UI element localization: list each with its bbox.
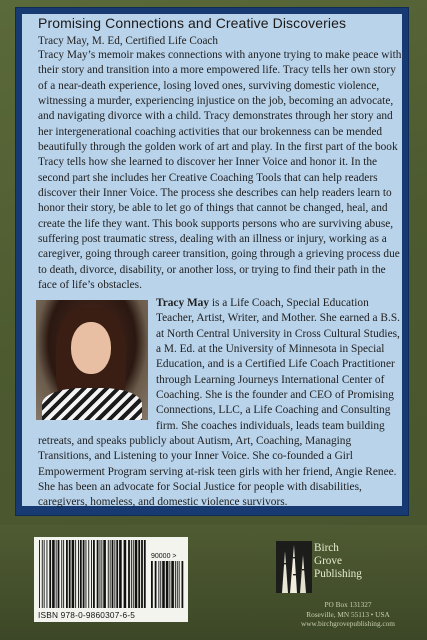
barcode-bar <box>169 561 170 608</box>
barcode-bar <box>100 540 101 608</box>
barcode-bar <box>135 540 138 608</box>
barcode-bar <box>144 540 146 608</box>
barcode-bar <box>86 540 87 608</box>
barcode-bar <box>66 540 68 608</box>
barcode-bar <box>138 540 140 608</box>
publisher-city: Roseville, MN 55113 • USA <box>306 609 390 619</box>
barcode-bar <box>128 540 130 608</box>
barcode-bar <box>151 561 153 608</box>
author-credential: Tracy May, M. Ed, Certified Life Coach <box>38 35 218 47</box>
barcode-bar <box>42 540 43 608</box>
barcode-bar <box>124 540 127 608</box>
barcode-bar <box>78 540 79 608</box>
publisher-name-line1: Birch <box>314 542 339 554</box>
barcode-bar <box>63 540 64 608</box>
publisher-name-line2: Grove <box>314 555 342 567</box>
barcode-bar <box>108 540 109 608</box>
barcode-bar <box>155 561 157 608</box>
barcode-bar <box>158 561 159 608</box>
barcode-bar <box>97 540 99 608</box>
barcode-bar <box>177 561 178 608</box>
barcode-bar <box>110 540 111 608</box>
barcode-bar <box>101 540 102 608</box>
barcode-bar <box>52 540 55 608</box>
barcode-bar <box>171 561 174 608</box>
publisher-name <box>314 542 384 581</box>
barcode-bar <box>103 540 106 608</box>
barcode-bar <box>112 540 114 608</box>
publisher-address <box>298 600 398 629</box>
barcode-bar <box>116 540 118 608</box>
barcode-bar <box>160 561 161 608</box>
publisher-name-line3: Publishing <box>314 568 362 580</box>
barcode-bar <box>47 540 48 608</box>
price-barcode <box>150 561 184 608</box>
barcode-bar <box>166 561 169 608</box>
barcode-bar <box>49 540 51 608</box>
barcode-bar <box>56 540 57 608</box>
barcode-bar <box>80 540 82 608</box>
photo-spacer <box>38 296 156 421</box>
barcode-bar <box>141 540 143 608</box>
publisher-website: www.birchgrovepublishing.com <box>301 619 395 629</box>
book-title: Promising Connections and Creative Discoveries <box>38 15 347 31</box>
author-bio <box>38 296 406 511</box>
isbn-number: ISBN 978-0-9860307-6-5 <box>38 610 136 620</box>
barcode-bar <box>91 540 92 608</box>
publisher-po-box: PO Box 131327 <box>324 600 372 609</box>
barcode-bar <box>179 561 180 608</box>
barcode-bar <box>182 561 184 608</box>
price-code: 90000 > <box>151 553 177 560</box>
barcode-bar <box>44 540 45 608</box>
author-bio-text: is a Life Coach, Special Education Teacher, Artist, Writer, and Mother. She earned a B.S. at North Central University in Cross Cultural Studies, a M. Ed. at the University of Minnesota in Special Education, and is a Certified Life Coach Practitioner through Learning Journeys International Center of Coaching. She is the founder and CEO of Promising Connections, LLC, a Life Coaching and Consulting firm. She coaches individuals, leads team building retreats, and speaks publicly about Autism, Art, Coaching, Managing Transitions, and Listening to your Inner Voice. She co-founded a Girl Empowerment Program serving at-risk teen girls with her friend, Angie Renee. She has been an advocate for Social Justice for people with disabilities, caregivers, homeless, and domestic violence survivors. <box>38 297 400 509</box>
barcode-bar <box>131 540 132 608</box>
barcode-bar <box>162 561 165 608</box>
barcode-bar <box>69 540 71 608</box>
book-description: Tracy May’s memoir makes connections with anyone trying to make peace with their story and transition into a more empowered life. Tracy tells her own story of a near-death experience, losing loved ones, surviving domestic violence, witnessing a murder, experiencing injustice on the job, becoming an advocate, and navigating divorce with a child. Tracy demonstrates through her story and her intergenerational coaching activities that our brokenness can be mended beautifully through the golden work of art and play. In the first part of the book Tracy tells how she learned to discover her Inner Voice and honor it. In the second part she includes her Creative Coaching Tools that can help readers discover their Inner Voice. The process she describes can help readers learn to honor their story, be able to let go of things that cannot be changed, heal, and create the life they want. This book supports persons who are surviving abuse, suffering post traumatic stress, dealing with an illness or injury, working as a caregiver, going through career transition, going through a grieving process due to death, divorce, disability, or another loss, or trying to find their path in the face of life’s obstacles. <box>38 49 402 292</box>
barcode-bar <box>93 540 95 608</box>
barcode-bar <box>75 540 76 608</box>
barcode-bar <box>58 540 60 608</box>
barcode-bar <box>72 540 75 608</box>
barcode-bar <box>83 540 85 608</box>
barcode-bar <box>133 540 134 608</box>
birch-tree-logo-icon <box>276 541 312 593</box>
author-bio-name: Tracy May <box>156 297 210 309</box>
barcode-bar <box>119 540 122 608</box>
isbn-barcode <box>38 540 148 608</box>
barcode-bar <box>61 540 62 608</box>
barcode-bar <box>114 540 115 608</box>
barcode-bar <box>88 540 89 608</box>
barcode-bar <box>175 561 176 608</box>
barcode-bar <box>39 540 40 608</box>
